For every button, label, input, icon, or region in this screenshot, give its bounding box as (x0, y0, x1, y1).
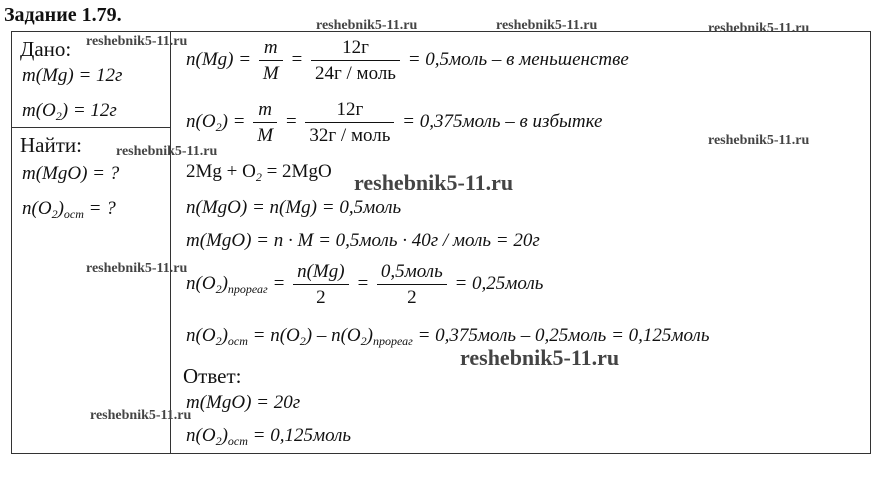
given-mass-o2: $m(O_2) = 12г$ (22, 100, 117, 123)
watermark: reshebnik5-11.ru (708, 21, 810, 36)
task-title: Задание 1.79. (4, 4, 122, 26)
fraction-m-over-M: $\frac{m}{M}$ (259, 38, 283, 83)
watermark: reshebnik5-11.ru (316, 18, 418, 33)
fraction-05-over-2: $\frac{\text{0,5моль}}{2}$ (377, 262, 447, 307)
watermark: reshebnik5-11.ru (116, 144, 218, 159)
answer-label: Ответ: (183, 364, 242, 388)
watermark: reshebnik5-11.ru (460, 345, 620, 370)
solution-line-n-mg: n(Mg) = $\frac{m}{M}$ = $\frac{12г}{\text{24г / моль}}$ = 0,5моль – в меньшенстве (186, 37, 629, 84)
given-mass-mg: m(Mg) = 12г (22, 65, 123, 86)
answer-remaining-o2: $n(O_2)_{ост}$ = 0,125моль (186, 425, 352, 448)
solution-line-o2-remaining: $n(O_2)_{ост} = n(O_2) - n(O_2)_{прореаг}$ = 0,375моль – 0,25моль = 0,125моль (186, 325, 710, 348)
watermark: reshebnik5-11.ru (90, 408, 192, 423)
fraction-m-over-M: $\frac{m}{M}$ (253, 100, 277, 145)
solution-line-m-mgo: m(MgO) = n · M = 0,5моль · 40г / моль = 20г (186, 230, 540, 251)
reaction-equation: $2Mg + O_2 = 2MgO$ (186, 161, 332, 184)
find-remaining-o2: $n(O_2)_{ост}$ = ? (22, 198, 116, 221)
solution-line-o2-reacted: $n(O_2)_{прореаг}$ = $\frac{n(Mg)}{2}$ = $\frac{\text{0,5моль}}{2}$ = 0,25моль (186, 261, 544, 308)
watermark: reshebnik5-11.ru (86, 34, 188, 49)
watermark: reshebnik5-11.ru (354, 170, 514, 195)
watermark: reshebnik5-11.ru (708, 133, 810, 148)
given-label: Дано: (20, 37, 72, 61)
find-label: Найти: (20, 133, 82, 157)
solution-line-n-mgo: n(MgO) = n(Mg) = 0,5моль (186, 197, 402, 218)
given-find-divider (11, 127, 171, 128)
watermark: reshebnik5-11.ru (496, 18, 598, 33)
watermark: reshebnik5-11.ru (86, 261, 188, 276)
fraction-12-over-32: $\frac{12г}{\text{32г / моль}}$ (305, 100, 394, 145)
column-divider (170, 31, 171, 454)
fraction-12-over-24: $\frac{12г}{\text{24г / моль}}$ (311, 38, 400, 83)
answer-mass-mgo: m(MgO) = 20г (186, 392, 301, 413)
solution-line-n-o2: $n(O_2)$ = $\frac{m}{M}$ = $\frac{12г}{\text{32г / моль}}$ = 0,375моль – в избытке (186, 99, 603, 146)
fraction-nmg-over-2: $\frac{n(Mg)}{2}$ (293, 262, 348, 307)
find-mass-mgo: m(MgO) = ? (22, 163, 120, 184)
